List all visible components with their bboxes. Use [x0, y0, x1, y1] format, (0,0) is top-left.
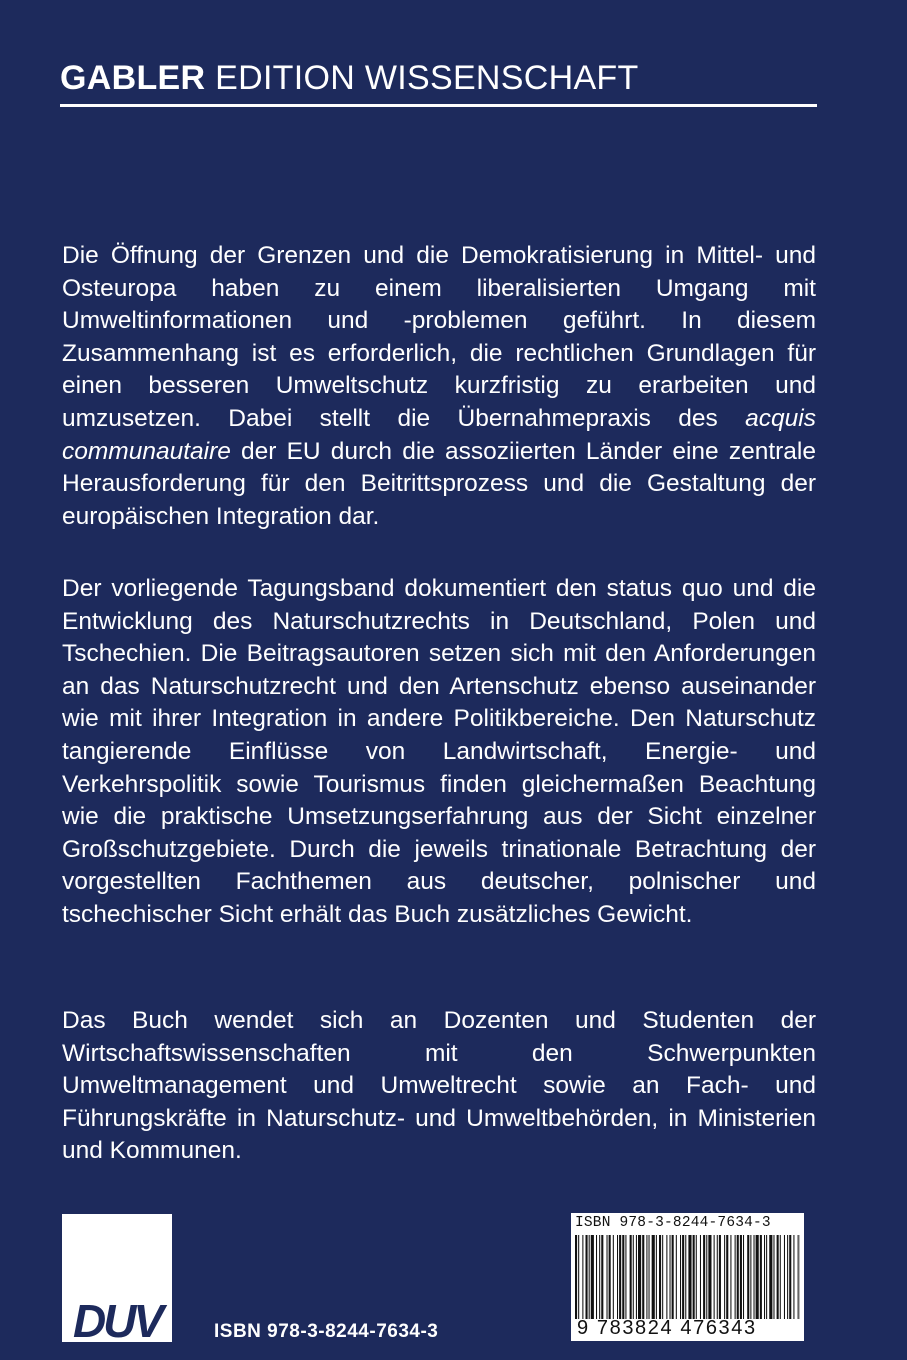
series-name: EDITION WISSENSCHAFT: [215, 59, 639, 97]
barcode-bar: [649, 1235, 650, 1319]
barcode-bar: [607, 1235, 608, 1319]
duv-logo: [62, 1214, 172, 1347]
barcode-bar: [613, 1235, 614, 1319]
blurb-p1-italic-term: acquis communautaire: [62, 404, 816, 465]
barcode-bar: [693, 1235, 695, 1319]
barcode-bar: [586, 1235, 588, 1319]
barcode-bar: [735, 1235, 736, 1319]
barcode-bar: [656, 1235, 657, 1319]
barcode-bar: [636, 1235, 637, 1319]
barcode-bar: [764, 1235, 765, 1319]
barcode-bar: [672, 1235, 674, 1319]
barcode-bar: [766, 1235, 767, 1319]
barcode-bar: [784, 1235, 785, 1319]
barcode-bar: [769, 1235, 772, 1319]
barcode-bar: [719, 1235, 721, 1319]
barcode-bar: [596, 1235, 597, 1319]
barcode-bar: [582, 1235, 583, 1319]
blurb-paragraph-1: [62, 240, 816, 533]
barcode-bar: [708, 1235, 711, 1319]
barcode-bar: [625, 1235, 626, 1319]
barcode-bar: [619, 1235, 621, 1319]
barcode-bar: [730, 1235, 731, 1319]
barcode-bar: [599, 1235, 600, 1319]
barcode-bar: [747, 1235, 749, 1319]
barcode-bar: [685, 1235, 686, 1319]
barcode-bar: [617, 1235, 618, 1319]
barcode-bars-icon: [575, 1235, 800, 1319]
barcode-bar: [737, 1235, 739, 1319]
barcode-bar: [798, 1235, 799, 1319]
barcode-bar: [787, 1235, 788, 1319]
barcode-bar: [666, 1235, 667, 1319]
barcode-bar: [706, 1235, 707, 1319]
barcode-bar: [743, 1235, 744, 1319]
barcode-bar: [638, 1235, 641, 1319]
barcode-bar: [680, 1235, 681, 1319]
barcode-bar: [724, 1235, 725, 1319]
barcode-bar: [756, 1235, 759, 1319]
barcode-bar: [740, 1235, 742, 1319]
barcode-bar: [622, 1235, 624, 1319]
series-title: [60, 58, 639, 98]
barcode-bar: [682, 1235, 684, 1319]
barcode-bar: [652, 1235, 655, 1319]
barcode-bar: [777, 1235, 779, 1319]
barcode-bar: [696, 1235, 697, 1319]
barcode-bar: [700, 1235, 701, 1319]
barcode-bar: [688, 1235, 691, 1319]
isbn-label: ISBN 978-3-8244-7634-3: [214, 1321, 439, 1342]
barcode-bar: [601, 1235, 603, 1319]
duv-logo-text: DUV: [72, 1295, 162, 1347]
barcode-bar: [670, 1235, 671, 1319]
blurb-p1-text-a: Die Öffnung der Grenzen und die Demokratisierung in Mittel- und Osteuropa haben zu einem liberalisierten Umgang mit Umweltinformationen und -problemen geführt. In diesem Zusammenhang ist es erforderlich, die rechtlichen Grundlagen für einen besseren Umweltschutz kurzfristig zu erarbeiten und umzusetzen. Dabei stellt die Übernahmepraxis des: [62, 242, 816, 432]
barcode-bar: [659, 1235, 661, 1319]
barcode-bar: [754, 1235, 755, 1319]
barcode-bar: [676, 1235, 677, 1319]
barcode-bar: [714, 1235, 715, 1319]
barcode-bar: [750, 1235, 751, 1319]
barcode: [571, 1213, 804, 1341]
barcode-bar: [703, 1235, 705, 1319]
barcode-isbn-text: ISBN 978-3-8244-7634-3: [575, 1215, 771, 1231]
barcode-bar: [642, 1235, 644, 1319]
barcode-bar: [633, 1235, 634, 1319]
barcode-bar: [591, 1235, 594, 1319]
title-divider: [60, 104, 817, 107]
barcode-bar: [780, 1235, 781, 1319]
barcode-bar: [789, 1235, 791, 1319]
blurb-paragraph-3: Das Buch wendet sich an Dozenten und Studenten der Wirtschaftswissenschaften mit den Schwerpunkten Umweltmanagement und Umweltrecht sowie an Fach- und Führungskräfte in Naturschutz- und Umweltbehörden, in Ministerien und Kommunen.: [62, 1007, 816, 1165]
barcode-bar: [773, 1235, 774, 1319]
blurb-paragraph-2: Der vorliegende Tagungsband dokumentiert den status quo und die Entwicklung des Naturschutzrechts in Deutschland, Polen und Tschechien. Die Beitragsautoren setzen sich mit den Anforderungen an das Naturschutzrecht und den Artenschutz ebenso auseinander wie mit ihrer Integration in andere Politikbereiche. Den Naturschutz tangierende Einflüsse von Landwirtschaft, Energie- und Verkehrspolitik sowie Tourismus finden gleichermaßen Beachtung wie die praktische Umsetzungserfahrung aus der Sicht einzelner Großschutzgebiete. Durch die jeweils trinationale Betrachtung der vorgestellten Fachthemen aus deutscher, polnischer und tschechischer Sicht erhält das Buch zusätzliches Gewicht.: [62, 575, 816, 928]
barcode-bar: [575, 1235, 577, 1319]
barcode-bar: [646, 1235, 647, 1319]
barcode-bar: [726, 1235, 728, 1319]
barcode-bar: [630, 1235, 632, 1319]
barcode-bar: [578, 1235, 579, 1319]
blurb-p1-text-b: der EU durch die assoziierten Länder eine zentrale Herausforderung für den Beitrittsprozess und die Gestaltung der europäischen Integration dar.: [62, 437, 816, 530]
barcode-digits: 9 783824 476343: [577, 1317, 757, 1339]
barcode-bar: [760, 1235, 762, 1319]
barcode-bar: [717, 1235, 718, 1319]
barcode-bar: [609, 1235, 611, 1319]
barcode-bar: [589, 1235, 590, 1319]
barcode-bar: [793, 1235, 794, 1319]
barcode-bar: [662, 1235, 663, 1319]
publisher-brand: GABLER: [60, 59, 206, 97]
